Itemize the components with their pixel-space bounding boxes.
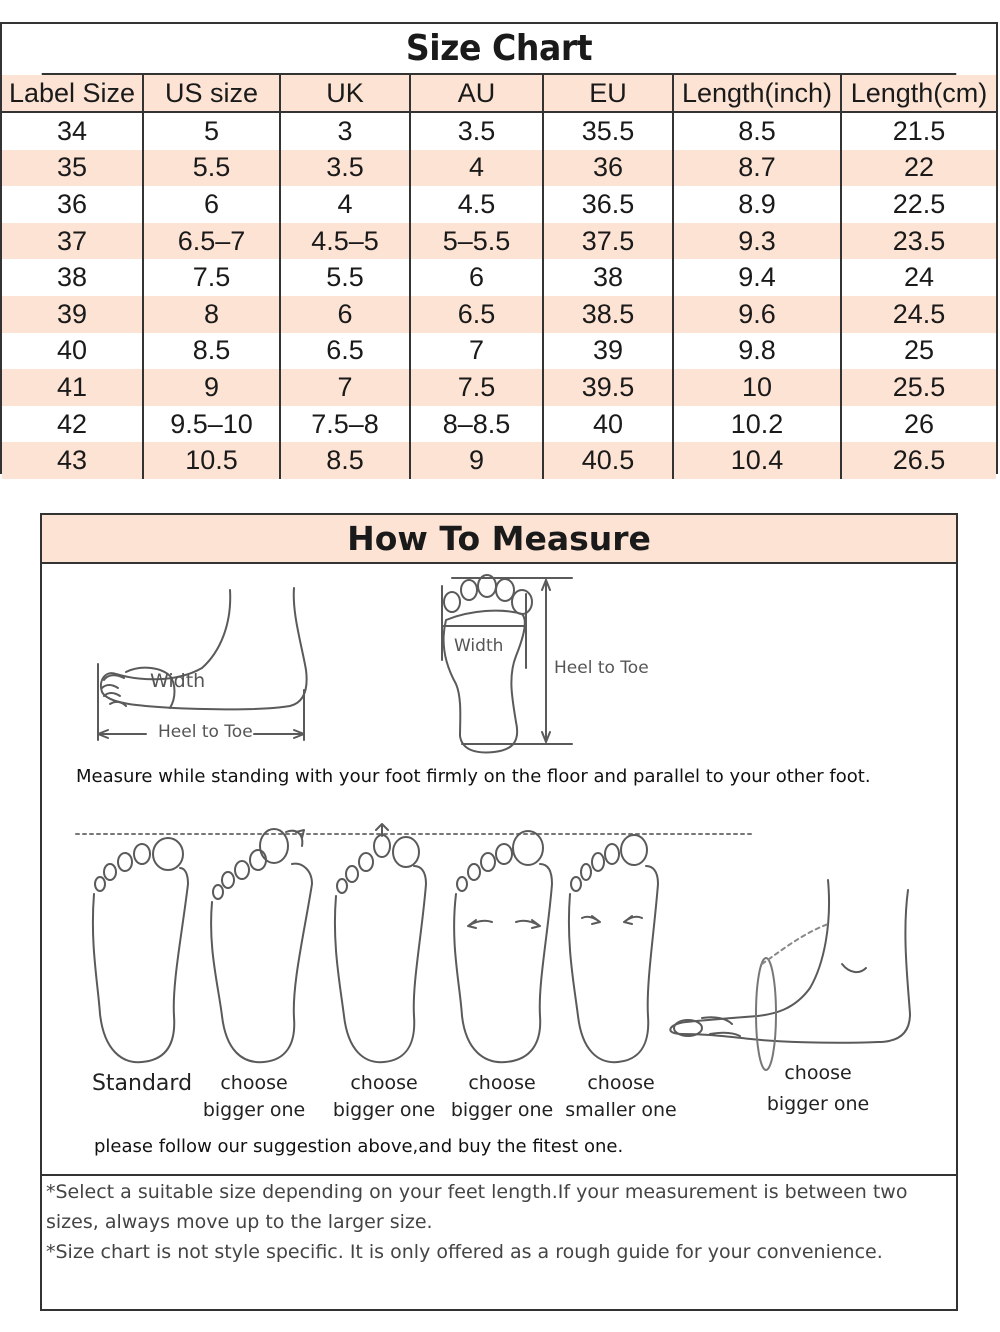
side-view-heel-to-toe-label: Heel to Toe — [158, 722, 253, 742]
measure-instruction: Measure while standing with your foot firmly on the floor and parallel to your other foot. — [76, 766, 871, 787]
cell-eu: 39.5 — [543, 369, 673, 406]
cell-length-cm: 25 — [841, 333, 996, 370]
how-to-measure-panel — [40, 513, 958, 1311]
column-header-length-cm: Length(cm) — [841, 75, 996, 112]
top-view-heel-to-toe-label: Heel to Toe — [554, 658, 649, 678]
foot-type-label-line2: bigger one — [450, 1099, 554, 1121]
column-header-eu: EU — [543, 75, 673, 112]
cell-uk: 3.5 — [280, 150, 410, 187]
cell-label-size: 38 — [2, 259, 143, 296]
cell-length-inch: 9.6 — [673, 296, 841, 333]
cell-uk: 5.5 — [280, 259, 410, 296]
measure-illustration-area — [42, 564, 956, 1176]
column-header-uk: UK — [280, 75, 410, 112]
cell-length-inch: 8.5 — [673, 112, 841, 150]
cell-length-inch: 9.8 — [673, 333, 841, 370]
foot-long-second-toe-icon — [335, 824, 426, 1062]
cell-uk: 7.5–8 — [280, 406, 410, 443]
cell-length-cm: 24 — [841, 259, 996, 296]
cell-length-cm: 21.5 — [841, 112, 996, 150]
column-header-length-inch: Length(inch) — [673, 75, 841, 112]
cell-length-inch: 8.9 — [673, 186, 841, 223]
foot-type-label-line1: choose — [784, 1062, 852, 1084]
cell-label-size: 42 — [2, 406, 143, 443]
column-header-au: AU — [410, 75, 543, 112]
cell-label-size: 35 — [2, 150, 143, 187]
cell-uk: 4.5–5 — [280, 223, 410, 260]
cell-length-cm: 26.5 — [841, 442, 996, 479]
cell-us-size: 6 — [143, 186, 280, 223]
cell-au: 6.5 — [410, 296, 543, 333]
note-size-disclaimer: *Size chart is not style specific. It is only offered as a rough guide for your convenience. — [46, 1241, 883, 1263]
cell-label-size: 36 — [2, 186, 143, 223]
cell-length-inch: 8.7 — [673, 150, 841, 187]
cell-length-cm: 22 — [841, 150, 996, 187]
cell-label-size: 40 — [2, 333, 143, 370]
table-header-row — [2, 75, 996, 112]
foot-type-label-3 — [324, 1070, 444, 1124]
cell-us-size: 8 — [143, 296, 280, 333]
cell-length-cm: 23.5 — [841, 223, 996, 260]
cell-eu: 40.5 — [543, 442, 673, 479]
cell-us-size: 5.5 — [143, 150, 280, 187]
table-row — [2, 333, 996, 370]
cell-length-inch: 10.2 — [673, 406, 841, 443]
foot-type-label-line1: choose — [220, 1072, 288, 1094]
cell-eu: 36.5 — [543, 186, 673, 223]
cell-label-size: 39 — [2, 296, 143, 333]
cell-au: 3.5 — [410, 112, 543, 150]
table-row — [2, 186, 996, 223]
cell-uk: 8.5 — [280, 442, 410, 479]
cell-length-cm: 26 — [841, 406, 996, 443]
cell-uk: 7 — [280, 369, 410, 406]
cell-eu: 38.5 — [543, 296, 673, 333]
table-row — [2, 223, 996, 260]
size-table — [2, 75, 996, 479]
foot-type-label-line1: choose — [468, 1072, 536, 1094]
cell-eu: 36 — [543, 150, 673, 187]
foot-type-label-4 — [442, 1070, 562, 1124]
cell-eu: 38 — [543, 259, 673, 296]
size-table-body — [2, 112, 996, 479]
cell-uk: 6 — [280, 296, 410, 333]
foot-type-label-5 — [556, 1070, 686, 1124]
cell-length-inch: 10 — [673, 369, 841, 406]
cell-length-inch: 9.3 — [673, 223, 841, 260]
cell-length-cm: 25.5 — [841, 369, 996, 406]
column-header-us-size: US size — [143, 75, 280, 112]
cell-eu: 37.5 — [543, 223, 673, 260]
cell-label-size: 43 — [2, 442, 143, 479]
table-row — [2, 259, 996, 296]
notes-section — [46, 1177, 951, 1267]
table-row — [2, 442, 996, 479]
table-row — [2, 296, 996, 333]
cell-us-size: 7.5 — [143, 259, 280, 296]
foot-type-label-line2: bigger one — [202, 1099, 306, 1121]
size-chart-title: Size Chart — [42, 24, 956, 75]
cell-uk: 4 — [280, 186, 410, 223]
table-row — [2, 150, 996, 187]
top-view-foot-icon — [442, 575, 572, 752]
cell-us-size: 9 — [143, 369, 280, 406]
foot-type-label-6 — [758, 1058, 878, 1120]
table-row — [2, 112, 996, 150]
cell-eu: 35.5 — [543, 112, 673, 150]
cell-eu: 40 — [543, 406, 673, 443]
cell-us-size: 9.5–10 — [143, 406, 280, 443]
column-header-label-size: Label Size — [2, 75, 143, 112]
cell-label-size: 37 — [2, 223, 143, 260]
cell-label-size: 41 — [2, 369, 143, 406]
table-row — [2, 369, 996, 406]
cell-au: 7 — [410, 333, 543, 370]
cell-au: 4 — [410, 150, 543, 187]
foot-type-label-2 — [194, 1070, 314, 1124]
cell-length-cm: 22.5 — [841, 186, 996, 223]
note-size-advice: *Select a suitable size depending on your feet length.If your measurement is between two sizes, always move up to the larger size. — [46, 1181, 908, 1233]
cell-us-size: 6.5–7 — [143, 223, 280, 260]
top-view-width-label: Width — [454, 636, 504, 656]
foot-type-label-line2: bigger one — [332, 1099, 436, 1121]
foot-type-label-line1: choose — [587, 1072, 655, 1094]
size-chart — [0, 22, 998, 474]
cell-length-cm: 24.5 — [841, 296, 996, 333]
cell-au: 6 — [410, 259, 543, 296]
foot-type-label-standard — [90, 1070, 194, 1097]
foot-long-big-toe-icon — [211, 829, 312, 1062]
suggestion-text: please follow our suggestion above,and buy the fitest one. — [94, 1136, 624, 1157]
cell-uk: 3 — [280, 112, 410, 150]
how-to-measure-title: How To Measure — [42, 515, 956, 564]
cell-us-size: 5 — [143, 112, 280, 150]
table-row — [2, 406, 996, 443]
foot-narrow-icon — [569, 835, 658, 1062]
cell-label-size: 34 — [2, 112, 143, 150]
side-view-width-label: Width — [150, 670, 206, 692]
side-view-foot-icon — [98, 588, 307, 740]
cell-length-inch: 9.4 — [673, 259, 841, 296]
foot-type-label-line2: bigger one — [766, 1093, 870, 1115]
foot-type-label-line2: smaller one — [565, 1099, 677, 1121]
cell-uk: 6.5 — [280, 333, 410, 370]
foot-type-label-line1: choose — [350, 1072, 418, 1094]
cell-length-inch: 10.4 — [673, 442, 841, 479]
cell-au: 9 — [410, 442, 543, 479]
cell-au: 8–8.5 — [410, 406, 543, 443]
cell-au: 4.5 — [410, 186, 543, 223]
cell-au: 5–5.5 — [410, 223, 543, 260]
foot-wide-icon — [454, 831, 552, 1062]
cell-au: 7.5 — [410, 369, 543, 406]
cell-us-size: 8.5 — [143, 333, 280, 370]
cell-eu: 39 — [543, 333, 673, 370]
cell-us-size: 10.5 — [143, 442, 280, 479]
foot-type-label-line1: Standard — [91, 1071, 193, 1096]
foot-standard-icon — [93, 838, 188, 1062]
foot-high-instep-icon — [670, 880, 910, 1070]
